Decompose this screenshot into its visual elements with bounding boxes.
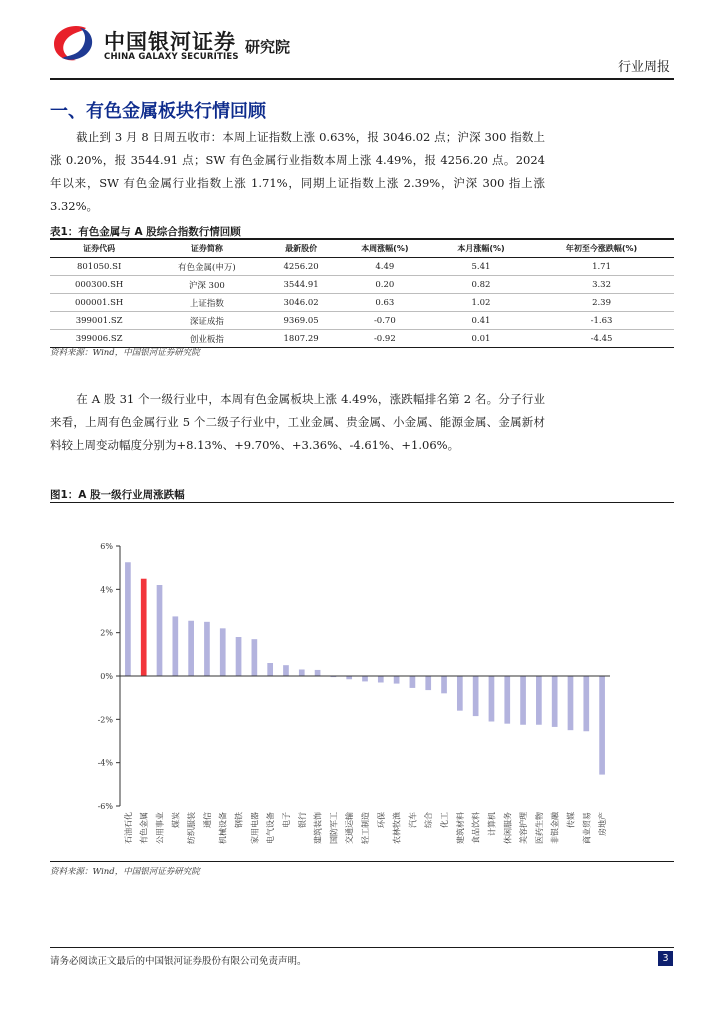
table-header-cell: 证券简称: [148, 239, 265, 258]
table-header-cell: 年初至今涨跌幅(%): [529, 239, 674, 258]
table-cell: 1.02: [433, 294, 529, 312]
table-cell: 0.01: [433, 330, 529, 348]
table-cell: 000001.SH: [50, 294, 148, 312]
x-axis-category-label: 农林牧渔: [392, 812, 402, 844]
x-axis-category-label: 环保: [376, 812, 386, 828]
table-row: [50, 312, 674, 330]
chart-bar: [172, 616, 178, 676]
x-axis-category-label: 非银金融: [550, 812, 560, 844]
y-axis-tick-label: 4%: [100, 585, 113, 595]
y-axis-tick-label: 6%: [100, 542, 113, 551]
chart-bar: [536, 676, 542, 725]
y-axis-tick-label: -4%: [97, 758, 113, 768]
table-cell: 399001.SZ: [50, 312, 148, 330]
table-row: [50, 258, 674, 276]
chart-bar: [362, 676, 368, 681]
x-axis-category-label: 建筑材料: [455, 812, 465, 844]
x-axis-category-label: 化工: [440, 812, 450, 828]
table-cell: -1.63: [529, 312, 674, 330]
x-axis-category-label: 机械设备: [218, 812, 228, 844]
x-axis-category-label: 食品饮料: [471, 812, 481, 844]
table-title: 表1：有色金属与 A 股综合指数行情回顾: [50, 226, 241, 238]
table-row: [50, 330, 674, 348]
table-cell: 0.41: [433, 312, 529, 330]
chart-bar: [157, 585, 163, 676]
chart-bar: [378, 676, 384, 683]
x-axis-category-label: 电子: [281, 812, 291, 828]
x-axis-category-label: 煤炭: [171, 812, 181, 828]
table-header-cell: 本周涨幅(%): [337, 239, 433, 258]
x-axis-category-label: 电气设备: [266, 812, 276, 844]
table-cell: 创业板指: [148, 330, 265, 348]
x-axis-category-label: 休闲服务: [503, 812, 513, 844]
table-cell: -0.92: [337, 330, 433, 348]
table-cell: 0.63: [337, 294, 433, 312]
x-axis-category-label: 家用电器: [250, 812, 260, 844]
chart-bar: [236, 637, 242, 676]
figure-top-divider: [50, 502, 674, 503]
table-row: [50, 294, 674, 312]
table-cell: 5.41: [433, 258, 529, 276]
x-axis-category-label: 交通运输: [345, 812, 355, 844]
chart-bar: [599, 676, 605, 775]
figure-source: 资料来源：Wind，中国银河证券研究院: [50, 867, 200, 877]
x-axis-category-label: 轻工制造: [361, 812, 370, 844]
chart-bar: [267, 663, 273, 676]
table-header-cell: 最新股价: [265, 239, 336, 258]
chart-bar: [425, 676, 431, 690]
figure-title: 图1：A 股一级行业周涨跌幅: [50, 489, 185, 501]
y-axis-tick-label: -6%: [97, 802, 113, 811]
table-cell: -4.45: [529, 330, 674, 348]
chart-bar: [188, 621, 194, 676]
table-cell: -0.70: [337, 312, 433, 330]
x-axis-category-label: 美容护理: [519, 812, 529, 844]
chart-bar: [299, 670, 305, 677]
footer-disclaimer: 请务必阅读正文最后的中国银河证券股份有限公司免责声明。: [50, 956, 307, 967]
x-axis-category-label: 纺织服装: [187, 812, 197, 844]
table-cell: 2.39: [529, 294, 674, 312]
x-axis-category-label: 建筑装饰: [313, 812, 323, 844]
chart-bar: [204, 622, 210, 676]
table-cell: 深证成指: [148, 312, 265, 330]
table-cell: 3544.91: [265, 276, 336, 294]
footer-divider: [50, 947, 674, 948]
chart-bar: [315, 670, 321, 676]
brand-name-en: CHINA GALAXY SECURITIES: [104, 52, 239, 62]
table-header-row: [50, 239, 674, 258]
chart-bar: [568, 676, 574, 730]
x-axis-category-label: 公用事业: [155, 812, 165, 844]
table-cell: 9369.05: [265, 312, 336, 330]
x-axis-category-label: 计算机: [487, 812, 497, 836]
x-axis-category-label: 有色金属: [139, 812, 149, 844]
chart-bar: [520, 676, 526, 725]
report-type-label: 行业周报: [617, 60, 670, 75]
x-axis-category-label: 国防军工: [329, 812, 339, 844]
table-cell: 0.20: [337, 276, 433, 294]
chart-bar: [394, 676, 400, 684]
market-review-text: 截止到 3 月 8 日周五收市：本周上证指数上涨 0.63%，报 3046.02 点；沪深 300 指数上涨 0.20%，报 3544.91 点；SW 有色金属行业指数本周上涨 4.49%，报 4256.20 点。2024 年以来，SW 有色金属行业指数上涨 1.71%，同期上证指数上涨 2.39%，沪深 300 指上涨 3.32%。: [50, 130, 545, 213]
x-axis-category-label: 银行: [297, 812, 307, 828]
galaxy-logo-icon: [50, 22, 96, 64]
chart-bar: [552, 676, 558, 727]
table-cell: 上证指数: [148, 294, 265, 312]
chart-bar: [504, 676, 510, 724]
x-axis-category-label: 房地产: [598, 812, 608, 836]
table-cell: 3046.02: [265, 294, 336, 312]
chart-bar: [583, 676, 589, 731]
x-axis-category-label: 石油石化: [123, 812, 133, 844]
index-review-table: [50, 238, 674, 348]
page-number: 3: [658, 951, 673, 966]
chart-bar: [220, 628, 226, 676]
x-axis-category-label: 综合: [424, 812, 434, 828]
table-cell: 0.82: [433, 276, 529, 294]
market-review-paragraph: [50, 126, 545, 218]
table-cell: 沪深 300: [148, 276, 265, 294]
industry-ranking-text: 在 A 股 31 个一级行业中，本周有色金属板块上涨 4.49%，涨跌幅排名第 2 名。分子行业来看，上周有色金属行业 5 个二级子行业中，工业金属、贵金属、小金属、能源金属、金属新材料较上周变动幅度分别为+8.13%、+9.70%、+3.36%、-4.61%、+1.06%。: [50, 392, 545, 452]
x-axis-category-label: 商业贸易: [582, 812, 592, 844]
chart-bar: [283, 665, 289, 676]
header-divider: [50, 78, 674, 80]
industry-ranking-paragraph: [50, 388, 545, 457]
table-header-cell: 本月涨幅(%): [433, 239, 529, 258]
x-axis-category-label: 钢铁: [234, 812, 244, 828]
table-cell: 399006.SZ: [50, 330, 148, 348]
table-header-cell: 证券代码: [50, 239, 148, 258]
chart-bar: [441, 676, 447, 693]
table-cell: 3.32: [529, 276, 674, 294]
table-cell: 1807.29: [265, 330, 336, 348]
table-row: [50, 276, 674, 294]
chart-bar: [252, 639, 258, 676]
y-axis-tick-label: -2%: [97, 715, 113, 725]
section-title: 一、有色金属板块行情回顾: [50, 101, 266, 122]
chart-bar: [473, 676, 479, 716]
industry-weekly-change-chart: [50, 530, 674, 860]
table-cell: 4.49: [337, 258, 433, 276]
chart-bar: [141, 579, 147, 676]
y-axis-tick-label: 2%: [100, 628, 113, 638]
brand-subtitle: 研究院: [245, 38, 291, 56]
table-cell: 有色金属(申万): [148, 258, 265, 276]
figure-bottom-divider: [50, 861, 674, 862]
table-cell: 801050.SI: [50, 258, 148, 276]
brand-name-cn: 中国银河证券: [104, 30, 236, 54]
x-axis-category-label: 通信: [202, 812, 212, 828]
table-cell: 1.71: [529, 258, 674, 276]
x-axis-category-label: 汽车: [408, 812, 418, 828]
chart-bar: [125, 562, 131, 676]
chart-bar: [457, 676, 463, 711]
table-cell: 000300.SH: [50, 276, 148, 294]
table-cell: 4256.20: [265, 258, 336, 276]
chart-bar: [410, 676, 416, 688]
x-axis-category-label: 传媒: [566, 812, 576, 828]
x-axis-category-label: 医药生物: [534, 812, 544, 844]
chart-bar: [489, 676, 495, 722]
y-axis-tick-label: 0%: [100, 672, 113, 681]
table-source: 资料来源：Wind，中国银河证券研究院: [50, 348, 200, 358]
